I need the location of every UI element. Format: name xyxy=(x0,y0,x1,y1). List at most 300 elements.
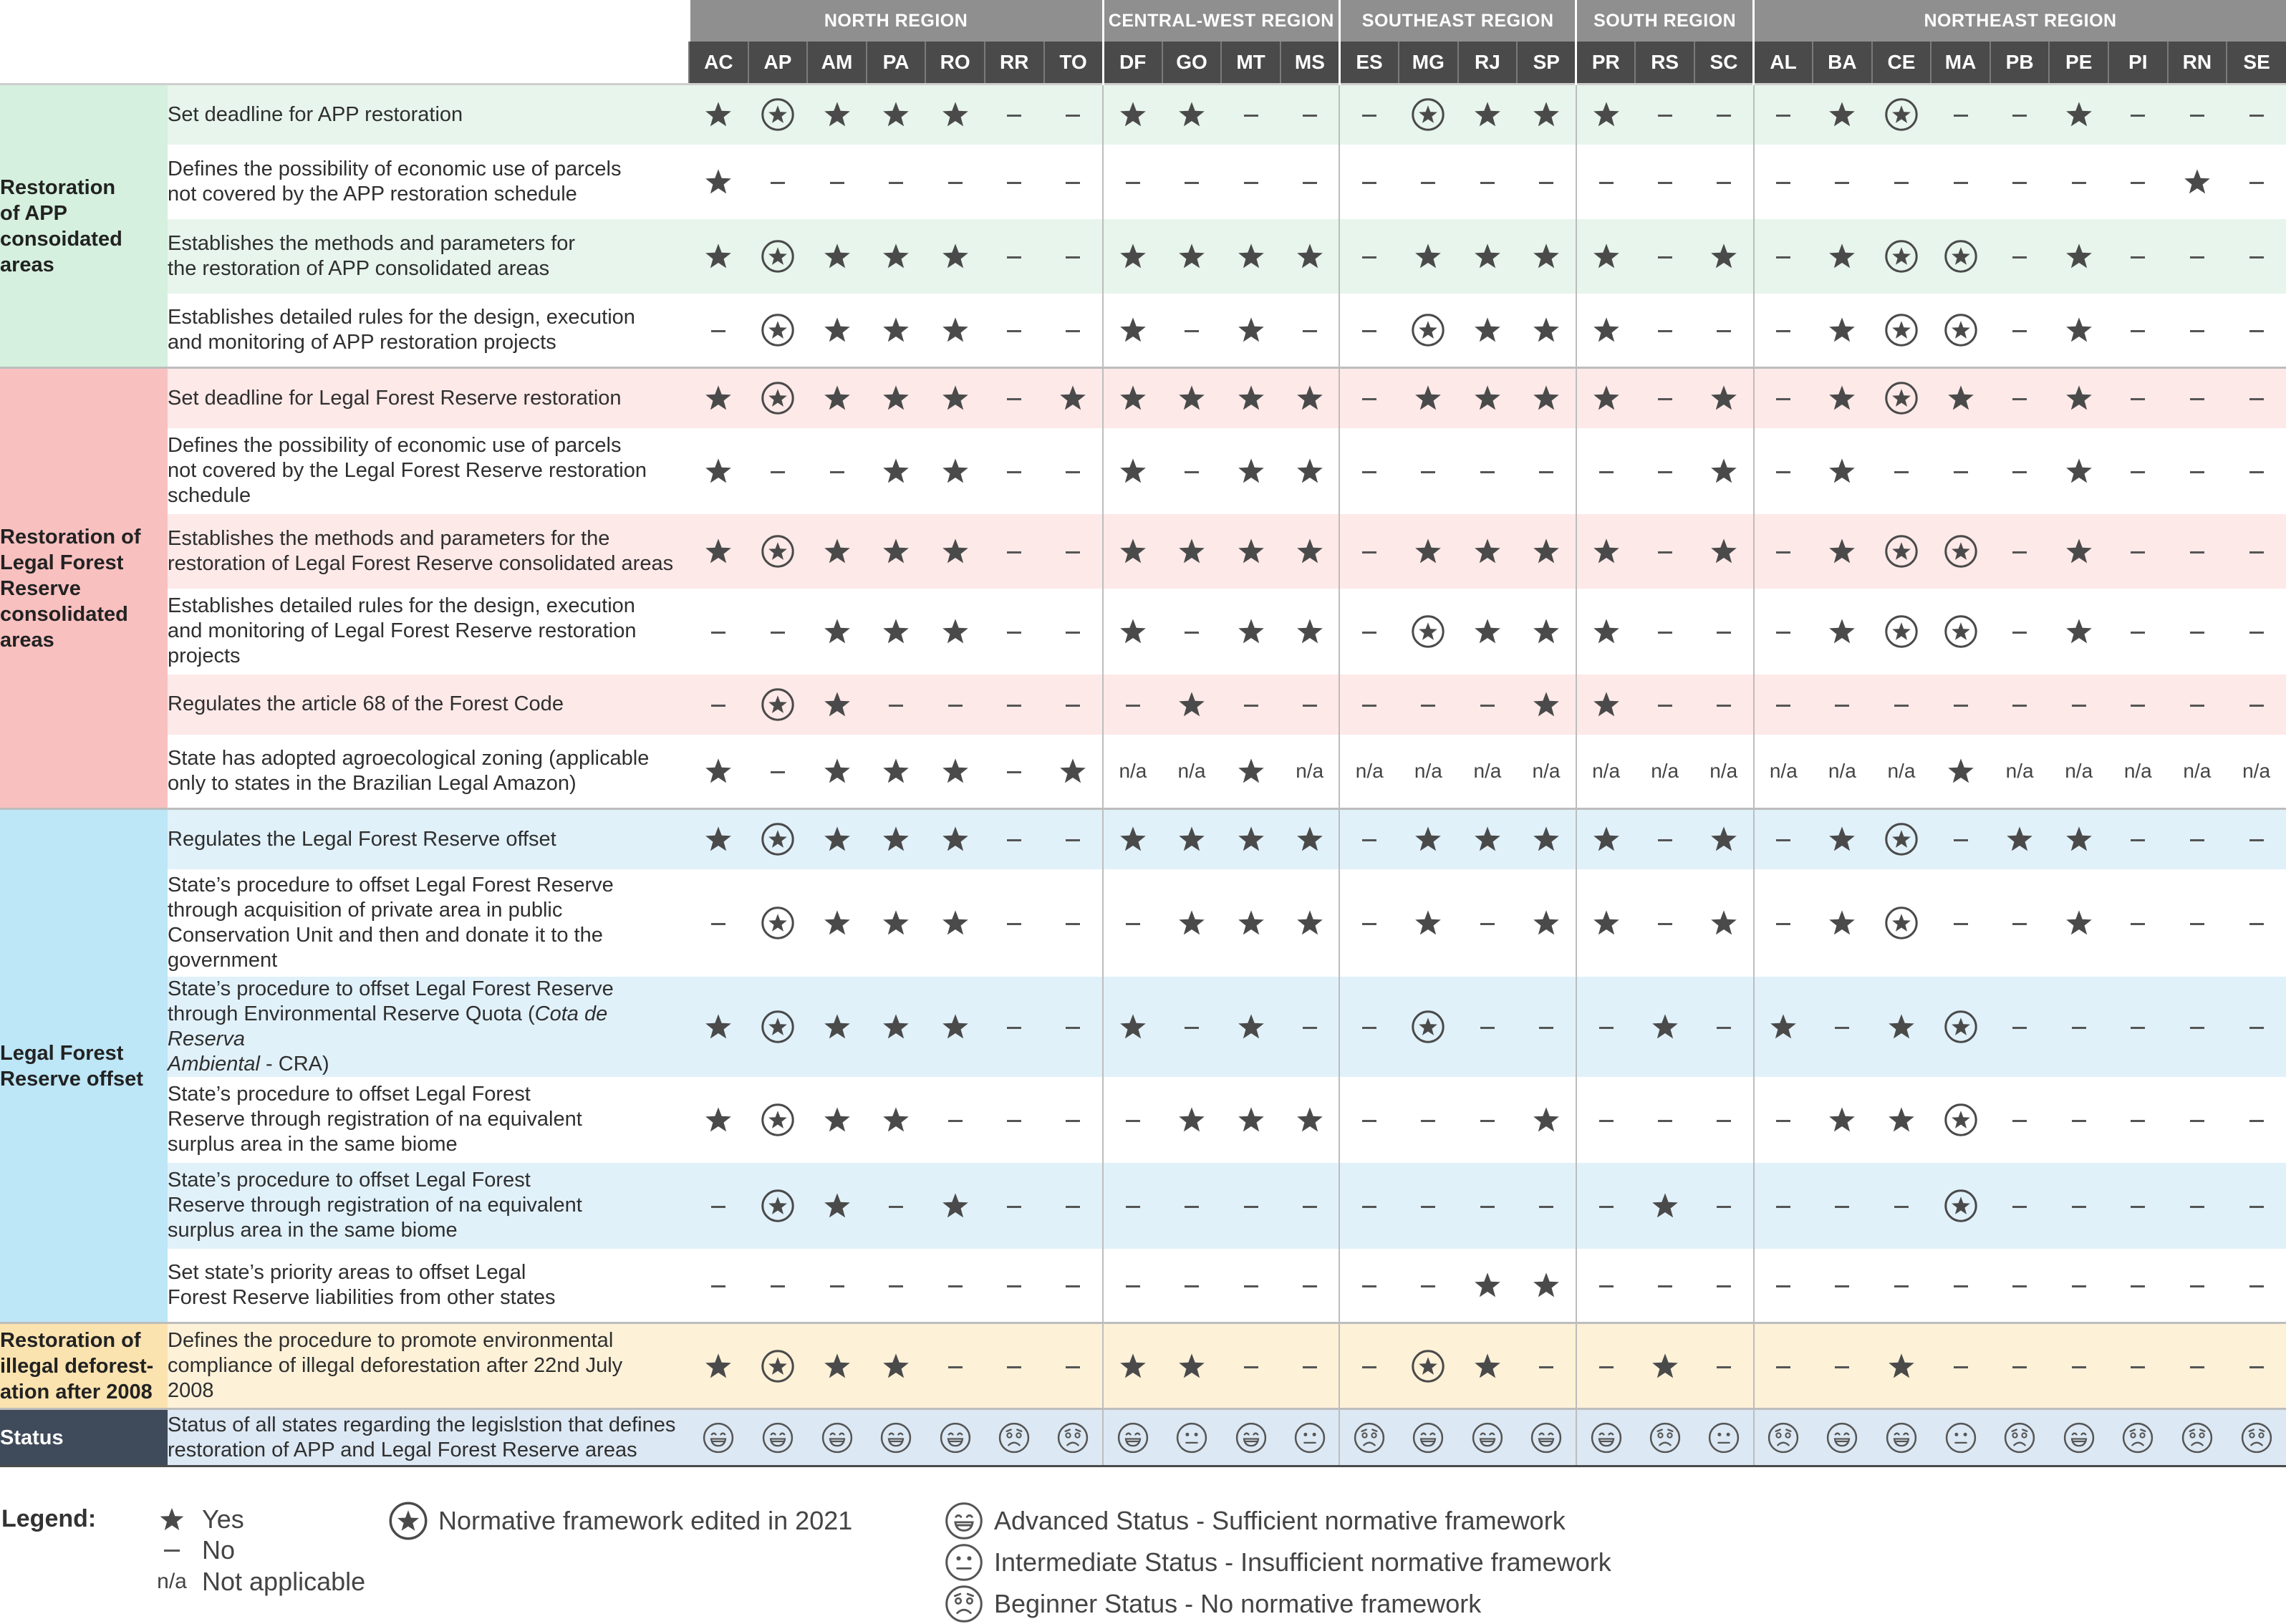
state-cell xyxy=(1162,1409,1222,1466)
worried-face-icon xyxy=(1056,1421,1089,1454)
state-cell xyxy=(1990,294,2050,368)
star-icon xyxy=(820,313,854,347)
dash-icon xyxy=(1007,1027,1021,1029)
state-cell xyxy=(2168,869,2227,977)
dash-icon xyxy=(1894,471,1909,473)
state-cell xyxy=(1103,368,1162,428)
state-cell xyxy=(1813,219,1872,294)
state-cell xyxy=(1339,1163,1399,1249)
state-cell xyxy=(1517,869,1576,977)
circled-star-icon xyxy=(1884,534,1919,569)
dash-icon xyxy=(1007,1120,1021,1122)
state-cell xyxy=(1103,809,1162,869)
criterion-text: Establishes detailed rules for the design, execution and monitoring of Legal Forest Reserve restoration projects xyxy=(168,589,689,675)
state-cell xyxy=(1872,1249,1931,1323)
dash-icon xyxy=(1244,115,1258,117)
state-cell xyxy=(748,869,808,977)
criterion-text: Regulates the article 68 of the Forest Code xyxy=(168,675,689,735)
state-cell xyxy=(2049,514,2108,589)
state-cell xyxy=(2049,869,2108,977)
state-cell xyxy=(1044,145,1104,219)
region-header: CENTRAL-WEST REGION xyxy=(1103,0,1339,42)
state-cell xyxy=(925,84,985,145)
star-icon xyxy=(1648,1010,1682,1044)
dash-icon xyxy=(2131,1206,2145,1208)
dash-icon xyxy=(1066,632,1080,634)
state-cell xyxy=(1044,1077,1104,1163)
state-cell xyxy=(1872,809,1931,869)
star-icon xyxy=(1944,754,1978,788)
criterion-text: State’s procedure to offset Legal Forest Reserve through acquisition of private area in public Conservation Unit and then and donate it to the government xyxy=(168,869,689,977)
star-icon xyxy=(879,1349,913,1383)
state-cell xyxy=(2227,145,2286,219)
state-cell xyxy=(1872,977,1931,1077)
state-cell xyxy=(2049,1249,2108,1323)
state-cell xyxy=(1399,1323,1458,1409)
dash-icon xyxy=(2190,1027,2204,1029)
dash-icon xyxy=(2190,1206,2204,1208)
dash-icon xyxy=(2249,471,2264,473)
state-cell xyxy=(1990,514,2050,589)
state-cell xyxy=(807,368,867,428)
dash-icon xyxy=(2072,1206,2086,1208)
state-cell xyxy=(2227,809,2286,869)
star-icon xyxy=(701,534,736,569)
dash-icon xyxy=(1066,256,1080,258)
dash-icon xyxy=(2249,1366,2264,1368)
state-cell xyxy=(1399,368,1458,428)
state-cell xyxy=(1813,869,1872,977)
criterion-row xyxy=(0,977,2286,1077)
state-cell xyxy=(925,589,985,675)
dash-icon xyxy=(2131,632,2145,634)
state-header: DF xyxy=(1103,42,1162,84)
state-header: AL xyxy=(1754,42,1813,84)
state-cell xyxy=(1990,1249,2050,1323)
category-label: Status xyxy=(0,1409,168,1466)
state-cell xyxy=(1162,809,1222,869)
state-cell xyxy=(985,1323,1044,1409)
state-cell xyxy=(1221,1163,1281,1249)
dash-icon xyxy=(2131,1120,2145,1122)
star-icon xyxy=(1411,239,1445,274)
state-cell xyxy=(1517,809,1576,869)
state-cell xyxy=(1044,514,1104,589)
na-value: n/a xyxy=(1709,759,1738,782)
criterion-row xyxy=(0,84,2286,145)
state-cell xyxy=(1635,977,1694,1077)
state-cell xyxy=(1872,1163,1931,1249)
state-cell xyxy=(1990,589,2050,675)
star-icon xyxy=(1529,97,1563,132)
state-cell xyxy=(1635,1409,1694,1466)
category-label: Restoration of Legal Forest Reserve consolidated areas xyxy=(0,368,168,809)
star-icon xyxy=(1589,906,1624,940)
dash-icon xyxy=(1776,551,1790,554)
state-cell xyxy=(985,1163,1044,1249)
state-cell xyxy=(1399,219,1458,294)
dash-icon xyxy=(1126,1120,1140,1122)
star-icon xyxy=(1116,614,1150,649)
dash-icon xyxy=(889,705,903,707)
state-header: ES xyxy=(1339,42,1399,84)
legend-edited-2021 xyxy=(387,1501,852,1541)
state-cell xyxy=(1221,1077,1281,1163)
dash-icon xyxy=(1185,632,1199,634)
state-cell xyxy=(985,869,1044,977)
state-header: PI xyxy=(2108,42,2168,84)
state-cell xyxy=(1872,219,1931,294)
dash-icon xyxy=(1599,471,1614,473)
dash-icon xyxy=(771,632,785,634)
star-icon xyxy=(1116,1010,1150,1044)
dash-icon xyxy=(1007,1366,1021,1368)
dash-icon xyxy=(2249,398,2264,400)
dash-icon xyxy=(889,182,903,184)
dash-icon xyxy=(2249,705,2264,707)
star-icon xyxy=(1589,534,1624,569)
state-cell xyxy=(1399,589,1458,675)
state-cell xyxy=(1044,1163,1104,1249)
dash-icon xyxy=(1480,1120,1495,1122)
circled-star-icon xyxy=(1411,97,1445,132)
dash-icon xyxy=(164,1550,180,1552)
state-cell xyxy=(2049,589,2108,675)
dash-icon xyxy=(2249,923,2264,925)
criterion-text: Regulates the Legal Forest Reserve offset xyxy=(168,809,689,869)
dash-icon xyxy=(2249,330,2264,332)
dash-icon xyxy=(1539,182,1553,184)
dash-icon xyxy=(1303,330,1317,332)
state-cell xyxy=(1162,1077,1222,1163)
state-cell xyxy=(1339,368,1399,428)
state-cell xyxy=(1281,589,1340,675)
star-icon xyxy=(820,754,854,788)
dash-icon xyxy=(771,471,785,473)
star-icon xyxy=(1234,906,1268,940)
state-cell xyxy=(2227,294,2286,368)
criterion-row xyxy=(0,1163,2286,1249)
criterion-row xyxy=(0,735,2286,809)
state-cell xyxy=(2168,368,2227,428)
state-cell xyxy=(1103,1077,1162,1163)
star-icon xyxy=(820,97,854,132)
dash-icon xyxy=(1066,1285,1080,1287)
dash-icon xyxy=(1776,330,1790,332)
state-cell xyxy=(689,675,748,735)
state-cell xyxy=(807,1077,867,1163)
state-cell xyxy=(1576,368,1636,428)
state-cell xyxy=(1635,514,1694,589)
state-cell xyxy=(748,145,808,219)
circled-star-icon xyxy=(1884,906,1919,940)
dash-icon xyxy=(1066,330,1080,332)
star-icon xyxy=(1470,822,1505,856)
state-cell xyxy=(1221,84,1281,145)
dash-icon xyxy=(1776,1285,1790,1287)
state-cell xyxy=(925,1409,985,1466)
dash-icon xyxy=(2012,1206,2027,1208)
dash-icon xyxy=(1954,839,1968,841)
star-icon xyxy=(1529,1103,1563,1137)
star-icon xyxy=(820,1010,854,1044)
dash-icon xyxy=(2131,1285,2145,1287)
star-icon xyxy=(1707,534,1741,569)
star-icon xyxy=(1234,754,1268,788)
state-cell xyxy=(689,219,748,294)
state-cell xyxy=(1281,869,1340,977)
dash-icon xyxy=(1007,1206,1021,1208)
state-cell xyxy=(807,809,867,869)
star-icon xyxy=(938,1010,973,1044)
dash-icon xyxy=(1894,1285,1909,1287)
state-cell xyxy=(689,1163,748,1249)
state-cell xyxy=(867,428,926,514)
star-icon xyxy=(1707,239,1741,274)
dash-icon xyxy=(948,1120,963,1122)
state-cell xyxy=(689,1409,748,1466)
dash-icon xyxy=(2249,115,2264,117)
criterion-row xyxy=(0,809,2286,869)
state-cell xyxy=(2227,589,2286,675)
state-cell xyxy=(1162,428,1222,514)
dash-icon xyxy=(889,1285,903,1287)
state-cell xyxy=(1931,1077,1990,1163)
dash-icon xyxy=(1599,1027,1614,1029)
state-cell xyxy=(925,428,985,514)
state-header: TO xyxy=(1044,42,1104,84)
state-cell xyxy=(1339,1249,1399,1323)
state-cell xyxy=(689,514,748,589)
dash-icon xyxy=(1421,1206,1435,1208)
state-cell xyxy=(2227,1323,2286,1409)
star-icon xyxy=(701,754,736,788)
dash-icon xyxy=(2012,1285,2027,1287)
dash-icon xyxy=(1776,705,1790,707)
dash-icon xyxy=(2131,256,2145,258)
star-icon xyxy=(701,1010,736,1044)
state-header: BA xyxy=(1813,42,1872,84)
dash-icon xyxy=(830,471,844,473)
dash-icon xyxy=(1303,1206,1317,1208)
state-cell xyxy=(1103,84,1162,145)
state-cell xyxy=(1813,368,1872,428)
state-header: SC xyxy=(1694,42,1754,84)
state-cell xyxy=(807,145,867,219)
dash-icon xyxy=(2190,115,2204,117)
state-cell xyxy=(2108,869,2168,977)
dash-icon xyxy=(1362,1120,1376,1122)
dash-icon xyxy=(1717,182,1731,184)
star-icon xyxy=(2062,454,2096,488)
star-icon xyxy=(150,1504,193,1535)
state-cell xyxy=(807,84,867,145)
state-cell xyxy=(1694,84,1754,145)
dash-icon xyxy=(2249,1206,2264,1208)
state-cell xyxy=(1990,1163,2050,1249)
state-cell xyxy=(1103,1163,1162,1249)
dash-icon xyxy=(1776,923,1790,925)
state-cell xyxy=(2049,428,2108,514)
state-cell xyxy=(2168,145,2227,219)
dash-icon xyxy=(1007,398,1021,400)
state-cell xyxy=(925,977,985,1077)
category-label: Restoration of illegal deforest- ation after 2008 xyxy=(0,1323,168,1409)
state-cell xyxy=(1517,294,1576,368)
criterion-row xyxy=(0,368,2286,428)
dash-icon xyxy=(1126,705,1140,707)
region-header: SOUTHEAST REGION xyxy=(1339,0,1576,42)
star-icon xyxy=(1293,1103,1327,1137)
star-icon xyxy=(2062,239,2096,274)
state-cell xyxy=(1221,428,1281,514)
state-cell xyxy=(925,368,985,428)
smiling-face-icon xyxy=(1826,1421,1858,1454)
state-cell xyxy=(1103,514,1162,589)
star-icon xyxy=(701,165,736,199)
star-icon xyxy=(879,313,913,347)
state-cell xyxy=(807,589,867,675)
state-cell xyxy=(1458,514,1518,589)
dash-icon xyxy=(1599,182,1614,184)
state-cell xyxy=(867,145,926,219)
region-header: NORTH REGION xyxy=(689,0,1103,42)
state-cell xyxy=(925,294,985,368)
star-icon xyxy=(1589,239,1624,274)
dash-icon xyxy=(2131,471,2145,473)
state-cell xyxy=(807,294,867,368)
state-cell xyxy=(1044,977,1104,1077)
dash-icon xyxy=(2190,1366,2204,1368)
state-cell xyxy=(1576,1409,1636,1466)
state-cell xyxy=(1872,145,1931,219)
dash-icon xyxy=(1480,1206,1495,1208)
state-cell xyxy=(1635,589,1694,675)
star-icon xyxy=(1884,1349,1919,1383)
circled-star-icon xyxy=(1884,381,1919,415)
na-value: n/a xyxy=(1651,759,1679,782)
category-label: Legal Forest Reserve offset xyxy=(0,809,168,1323)
state-cell xyxy=(1694,1077,1754,1163)
dash-icon xyxy=(948,1285,963,1287)
star-icon xyxy=(1411,822,1445,856)
state-cell xyxy=(1399,809,1458,869)
star-icon xyxy=(938,239,973,274)
state-cell xyxy=(2108,514,2168,589)
dash-icon xyxy=(2072,1120,2086,1122)
state-cell xyxy=(867,1077,926,1163)
state-cell xyxy=(2108,977,2168,1077)
state-cell xyxy=(748,589,808,675)
state-cell xyxy=(689,294,748,368)
state-cell xyxy=(985,1077,1044,1163)
state-cell xyxy=(1576,735,1636,809)
state-cell xyxy=(1872,589,1931,675)
state-cell xyxy=(1458,368,1518,428)
dash-icon xyxy=(1658,705,1672,707)
state-cell xyxy=(1576,145,1636,219)
state-cell xyxy=(1576,1323,1636,1409)
dash-icon xyxy=(2131,115,2145,117)
dash-icon xyxy=(1894,1206,1909,1208)
smiling-face-icon xyxy=(1590,1421,1623,1454)
star-icon xyxy=(1411,906,1445,940)
state-cell xyxy=(1281,428,1340,514)
star-icon xyxy=(1825,239,1859,274)
state-cell xyxy=(985,219,1044,294)
criterion-text: State has adopted agroecological zoning (applicable only to states in the Brazilian Legal Amazon) xyxy=(168,735,689,809)
dash-icon xyxy=(2131,923,2145,925)
state-cell xyxy=(2049,1409,2108,1466)
state-cell xyxy=(2227,1409,2286,1466)
state-cell xyxy=(2108,675,2168,735)
state-cell xyxy=(1813,589,1872,675)
state-cell xyxy=(925,1323,985,1409)
star-icon xyxy=(2062,381,2096,415)
state-cell xyxy=(1281,809,1340,869)
dash-icon xyxy=(1894,182,1909,184)
state-cell xyxy=(807,675,867,735)
dash-icon xyxy=(1126,182,1140,184)
na-value: n/a xyxy=(1473,759,1502,782)
state-cell xyxy=(1103,1249,1162,1323)
state-cell xyxy=(1813,145,1872,219)
state-cell xyxy=(1162,84,1222,145)
state-cell xyxy=(1754,675,1813,735)
star-icon xyxy=(879,822,913,856)
dash-icon xyxy=(2249,256,2264,258)
state-cell xyxy=(1281,1163,1340,1249)
state-header: MA xyxy=(1931,42,1990,84)
star-icon xyxy=(1529,313,1563,347)
state-cell xyxy=(1458,1249,1518,1323)
state-cell xyxy=(1044,809,1104,869)
state-cell xyxy=(1872,368,1931,428)
state-cell xyxy=(748,735,808,809)
state-cell xyxy=(1813,514,1872,589)
dash-icon xyxy=(1894,705,1909,707)
category-label: Restoration of APP consoidated areas xyxy=(0,84,168,368)
state-cell xyxy=(807,1163,867,1249)
state-cell xyxy=(1162,219,1222,294)
na-value: n/a xyxy=(2005,759,2034,782)
smiling-face-icon xyxy=(879,1421,912,1454)
dash-icon xyxy=(2249,1027,2264,1029)
dash-icon xyxy=(2131,839,2145,841)
state-cell xyxy=(1754,1323,1813,1409)
circled-star-icon xyxy=(1944,1103,1978,1137)
state-cell xyxy=(1044,1249,1104,1323)
state-cell xyxy=(2108,1163,2168,1249)
star-icon xyxy=(701,97,736,132)
state-cell xyxy=(1103,977,1162,1077)
state-cell xyxy=(1635,1249,1694,1323)
state-cell xyxy=(1103,589,1162,675)
state-cell xyxy=(1694,1323,1754,1409)
star-icon xyxy=(1825,454,1859,488)
criterion-text: Defines the possibility of economic use of parcels not covered by the Legal Forest Reserve restoration schedule xyxy=(168,428,689,514)
state-cell xyxy=(1931,368,1990,428)
state-cell xyxy=(925,219,985,294)
star-icon xyxy=(1648,1349,1682,1383)
dash-icon xyxy=(1539,1366,1553,1368)
state-cell xyxy=(2168,589,2227,675)
dash-icon xyxy=(830,1285,844,1287)
dash-icon xyxy=(1658,632,1672,634)
dash-icon xyxy=(1717,115,1731,117)
state-cell xyxy=(1339,1409,1399,1466)
state-cell xyxy=(689,84,748,145)
